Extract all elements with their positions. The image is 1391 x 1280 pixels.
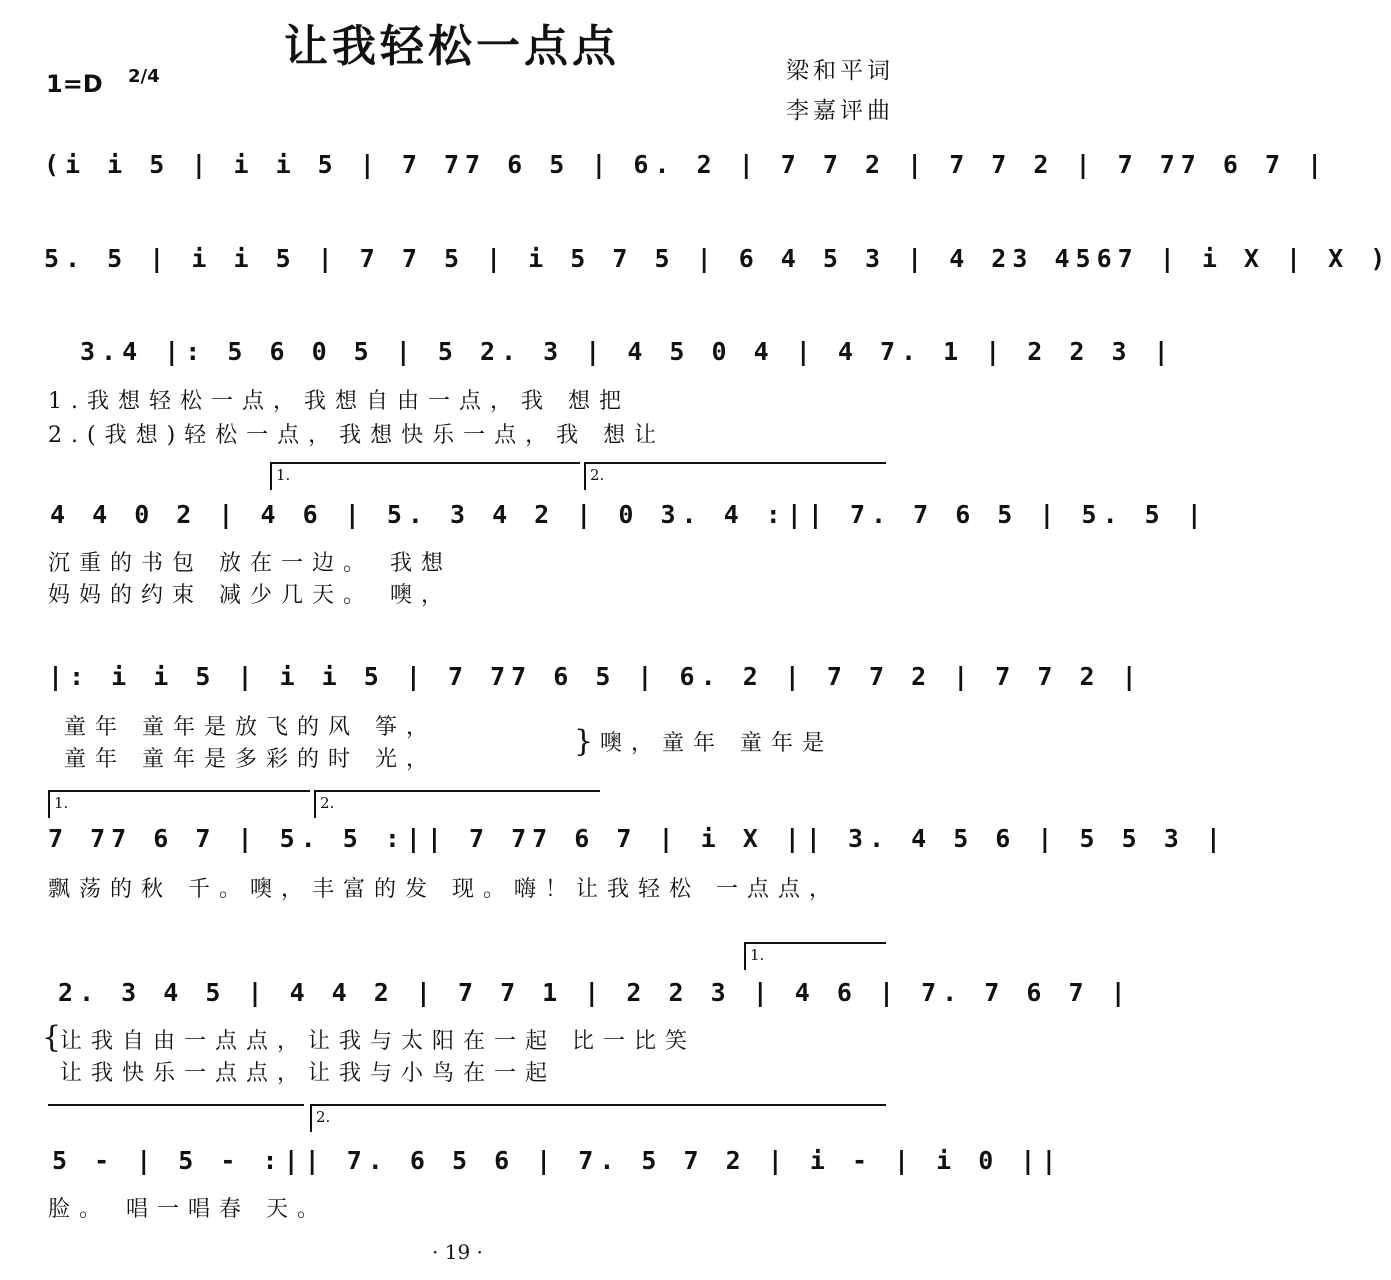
notation-row-7: 2. 3 4 5 | 4 4 2 | 7 7 1 | 2 2 3 | 4 6 | 7. 7 6 7 |	[58, 978, 1132, 1007]
lyricist-credit: 梁和平词	[786, 58, 894, 84]
song-title: 让我轻松一点点	[284, 21, 620, 72]
lyric-row-4-verse-1: 沉重的书包 放在一边。 我想	[48, 551, 452, 576]
lyric-brace-left: {	[42, 1020, 62, 1055]
lyric-row-4-verse-2: 妈妈的约束 减少几天。 噢，	[48, 583, 452, 608]
volta-1c-label: 1.	[750, 946, 765, 964]
volta-2d-left	[310, 1104, 312, 1132]
lyric-brace-right: }	[574, 724, 594, 759]
notation-row-8: 5 - | 5 - :|| 7. 6 5 6 | 7. 5 7 2 | i - | i 0 ||	[52, 1146, 1063, 1175]
volta-1-label: 1.	[276, 466, 291, 484]
volta-2d-label: 2.	[316, 1108, 331, 1126]
notation-row-1: (i i 5 | i i 5 | 7 77 6 5 | 6. 2 | 7 7 2 | 7 7 2 | 7 77 6 7 |	[44, 150, 1329, 179]
lyric-row-8: 脸。 唱一唱春 天。	[48, 1197, 328, 1222]
volta-1c-bracket	[744, 942, 886, 944]
volta-2-bracket	[584, 462, 886, 464]
key-signature: 1=D	[46, 70, 103, 98]
lyric-row-5-verse-1: 童年 童年是放飞的风 筝，	[64, 715, 437, 740]
lyric-row-3-verse-2: 2.(我想)轻松一点，我想快乐一点，我 想让	[48, 423, 666, 448]
notation-row-6: 7 77 6 7 | 5. 5 :|| 7 77 6 7 | i X || 3. 4 5 6 | 5 5 3 |	[48, 824, 1227, 853]
volta-2b-left	[314, 790, 316, 818]
notation-row-2: 5. 5 | i i 5 | 7 7 5 | i 5 7 5 | 6 4 5 3 | 4 23 4567 | i X | X )	[44, 244, 1391, 273]
volta-2-left	[584, 462, 586, 490]
volta-2b-label: 2.	[320, 794, 335, 812]
notation-row-3: 3.4 |: 5 6 0 5 | 5 2. 3 | 4 5 0 4 | 4 7. 1 | 2 2 3 |	[80, 337, 1175, 366]
notation-row-4: 4 4 0 2 | 4 6 | 5. 3 4 2 | 0 3. 4 :|| 7. 7 6 5 | 5. 5 |	[50, 500, 1208, 529]
lyric-row-3-verse-1: 1.我想轻松一点，我想自由一点，我 想把	[48, 389, 630, 414]
lyric-row-5-verse-2: 童年 童年是多彩的时 光，	[64, 747, 437, 772]
volta-2d-bracket	[310, 1104, 886, 1106]
time-signature: 2/4	[128, 66, 160, 87]
lyric-row-7-verse-2: 让我快乐一点点，让我与小鸟在一起	[60, 1061, 557, 1086]
volta-2-label: 2.	[590, 466, 605, 484]
lyric-row-6: 飘荡的秋 千。噢，丰富的发 现。嗨！让我轻松 一点点，	[48, 877, 840, 902]
volta-1b-bracket	[48, 790, 310, 792]
volta-1c-left	[744, 942, 746, 970]
volta-2b-bracket	[314, 790, 600, 792]
lyric-row-7-verse-1: 让我自由一点点，让我与太阳在一起 比一比笑	[60, 1029, 696, 1054]
volta-1-left	[270, 462, 272, 490]
volta-1-bracket	[270, 462, 580, 464]
volta-1d-bracket	[48, 1104, 304, 1106]
volta-1b-label: 1.	[54, 794, 69, 812]
lyric-row-5-refrain: 噢，童年 童年是	[600, 731, 833, 756]
composer-credit: 李嘉评曲	[786, 98, 894, 124]
page-number: · 19 ·	[432, 1240, 483, 1264]
volta-1b-left	[48, 790, 50, 818]
notation-row-5: |: i i 5 | i i 5 | 7 77 6 5 | 6. 2 | 7 7 2 | 7 7 2 |	[48, 662, 1143, 691]
